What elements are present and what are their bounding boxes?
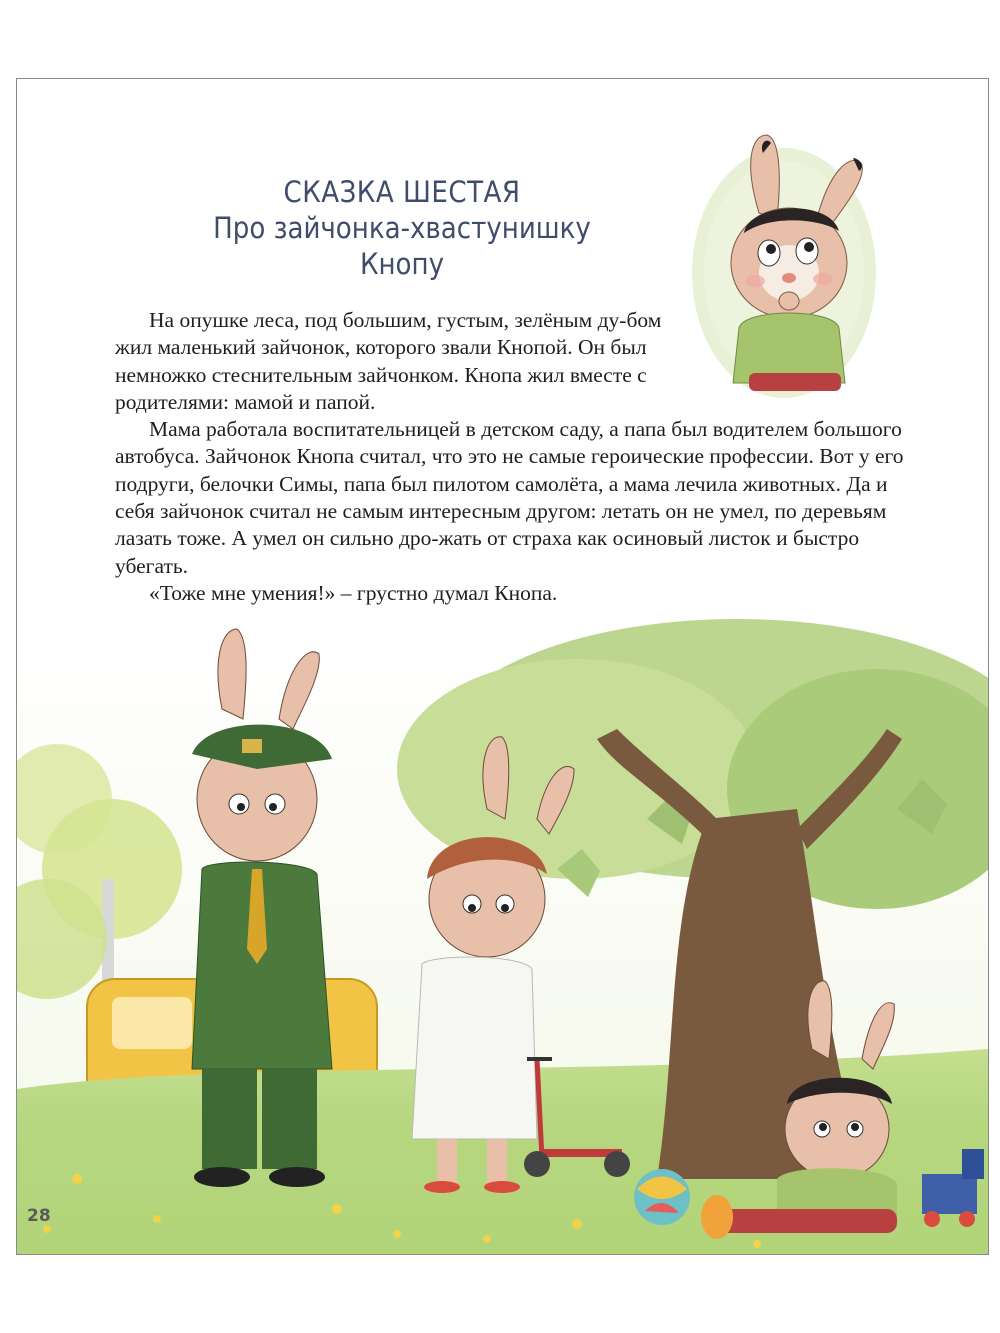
paragraph: Мама работала воспитательницей в детском саду, а папа был водителем большого автобуса. Зайчонок Кнопа считал, что это не самые героические профессии. Вот у его подруги, белочки Симы, папа был пилотом самолёта, а мама лечила животных. Да и себя зайчонок считал не самым интересным другом: летать он не умел, по деревьям лазать тоже. А умел он сильно дро-жать от страха как осиновый листок и быстро убегать. (115, 417, 904, 578)
story-title-line3: Кнопу (359, 247, 445, 281)
paragraph: «Тоже мне умения!» – грустно думал Кнопа. (149, 580, 558, 605)
forest-scene-illustration (17, 619, 988, 1254)
story-title-line2: Про зайчонка-хвастунишку (213, 211, 591, 245)
ball (634, 1169, 690, 1225)
paragraph: На опушке леса, под большим, густым, зелёным ду-бом жил маленький зайчонок, которого звали Кнопой. Он был немножко стеснительным зайчонком. Кнопа жил вместе с родителями: мамой и папой. (115, 308, 662, 414)
book-page (16, 78, 989, 1255)
story-text (115, 307, 905, 607)
story-title-line1: СКАЗКА ШЕСТАЯ (283, 175, 521, 209)
story-title (187, 174, 617, 282)
page-number: 28 (27, 1206, 51, 1226)
